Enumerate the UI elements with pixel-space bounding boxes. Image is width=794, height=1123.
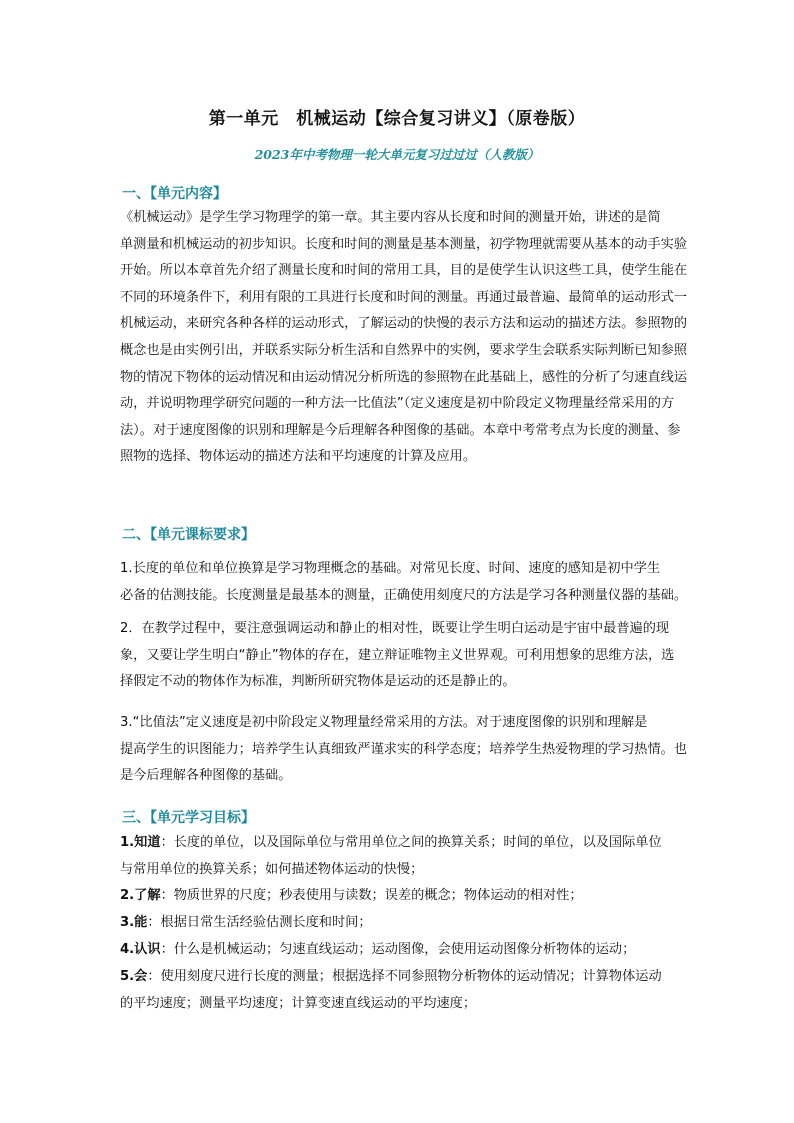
unit-content-paragraph [120, 205, 695, 471]
section-heading-unit-content: 一、【单元内容】 [122, 186, 227, 202]
paragraph-line: 择假定不动的物体作为标准，判断所研究物体是运动的还是静止的。 [120, 674, 516, 690]
goal-label: 4.认识 [120, 942, 161, 957]
goal-text: ：什么是机械运动；匀速直线运动；运动图像，会使用运动图像分析物体的运动； [160, 942, 636, 957]
goal-label: 5.会 [120, 969, 148, 984]
goal-item-1 [120, 830, 695, 883]
curriculum-item-1 [120, 556, 695, 609]
paragraph-line [120, 937, 695, 964]
paragraph-line: 单测量和机械运动的初步知识。长度和时间的测量是基本测量，初学物理就需要从基本的动手实验 [120, 236, 688, 252]
paragraph-line: 开始。所以本章首先介绍了测量长度和时间的常用工具，目的是使学生认识这些工具，使学生能在 [120, 263, 688, 279]
goal-label: 3.能 [120, 915, 148, 930]
paragraph-line: 3.“比值法”定义速度是初中阶段定义物理量经常采用的方法。对于速度图像的识别和理解是 [120, 715, 648, 730]
document-subtitle: 2023年中考物理一轮大单元复习过过过（人教版） [254, 147, 540, 162]
paragraph-line: 不同的环境条件下，利用有限的工具进行长度和时间的测量。再通过最普遍、最简单的运动形式一 [120, 289, 688, 305]
paragraph-line: 提高学生的识图能力；培养学生认真细致严谨求实的科学态度；培养学生热爱物理的学习热情。也 [120, 741, 688, 757]
paragraph-line [120, 964, 695, 991]
goal-item-5 [120, 964, 695, 1017]
paragraph-line [120, 830, 695, 857]
curriculum-item-3 [120, 710, 695, 790]
goal-label: 1.知道 [120, 835, 161, 850]
curriculum-item-2 [120, 616, 695, 696]
paragraph-line: 与常用单位的换算关系；如何描述物体运动的快慢； [120, 861, 424, 877]
paragraph-line: 《机械运动》是学生学习物理学的第一章。其主要内容从长度和时间的测量开始，讲述的是简 [120, 210, 661, 225]
paragraph-line: 法）。对于速度图像的识别和理解是今后理解各种图像的基础。本章中考常考点为长度的测量、参 [120, 422, 681, 438]
section-heading-curriculum: 二、【单元课标要求】 [122, 527, 255, 543]
paragraph-line: 物的情况下物体的运动情况和由运动情况分析所选的参照物在此基础上，感性的分析了匀速直线运 [120, 369, 688, 385]
paragraph-line [120, 883, 695, 910]
goal-text: ：使用刻度尺进行长度的测量；根据选择不同参照物分析物体的运动情况；计算物体运动 [147, 969, 662, 984]
document-title: 第一单元 机械运动【综合复习讲义】（原卷版） [208, 109, 586, 129]
paragraph-line: 照物的选择、物体运动的描述方法和平均速度的计算及应用。 [120, 449, 477, 465]
paragraph-line: 1.长度的单位和单位换算是学习物理概念的基础。对常见长度、时间、速度的感知是初中学生 [120, 561, 661, 576]
goal-item-3 [120, 910, 695, 937]
goal-text: ：长度的单位，以及国际单位与常用单位之间的换算关系；时间的单位，以及国际单位 [160, 835, 662, 850]
paragraph-line [120, 910, 695, 937]
paragraph-line: 必备的估测技能。长度测量是最基本的测量，正确使用刻度尺的方法是学习各种测量仪器的基础。 [120, 587, 688, 603]
goal-item-4 [120, 937, 695, 964]
goal-text: ：物质世界的尺度；秒表使用与读数；误差的概念；物体运动的相对性； [160, 888, 583, 903]
paragraph-line: 机械运动，来研究各种各样的运动形式，了解运动的快慢的表示方法和运动的描述方法。参照物的 [120, 316, 688, 332]
paragraph-line: 2．在教学过程中，要注意强调运动和静止的相对性，既要让学生明白运动是宇宙中最普遍的现 [120, 621, 670, 636]
section-heading-learning-goals: 三、【单元学习目标】 [122, 810, 255, 826]
paragraph-line: 概念也是由实例引出，并联系实际分析生活和自然界中的实例，要求学生会联系实际判断已知参照 [120, 342, 688, 358]
paragraph-line: 的平均速度；测量平均速度；计算变速直线运动的平均速度； [120, 995, 477, 1011]
goal-item-2 [120, 883, 695, 910]
goal-text: ：根据日常生活经验估测长度和时间； [147, 915, 372, 930]
paragraph-line: 象，又要让学生明白“静止”物体的存在，建立辩证唯物主义世界观。可利用想象的思维方法，选 [120, 647, 675, 663]
goal-label: 2.了解 [120, 888, 161, 903]
paragraph-line: 是今后理解各种图像的基础。 [120, 768, 292, 784]
paragraph-line: 动，并说明物理学研究问题的一种方法一比值法”（定义速度是初中阶段定义物理量经常采用的方 [120, 396, 675, 412]
